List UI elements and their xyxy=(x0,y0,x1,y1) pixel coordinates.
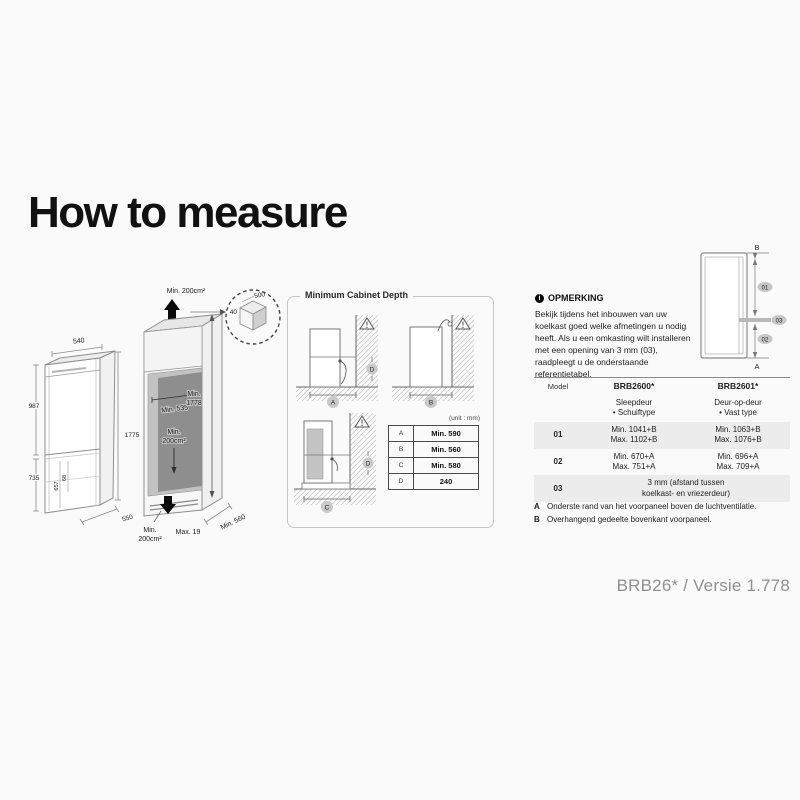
row-01-brb2600: Min. 1041+B Max. 1102+B xyxy=(582,422,686,449)
table-row xyxy=(389,442,479,458)
mark-d-label: D xyxy=(369,367,375,374)
mark-d-label: D xyxy=(365,461,371,468)
depth-value: Min. 560 xyxy=(414,442,479,458)
row-02-brb2600: Min. 670+A Max. 751+A xyxy=(612,451,656,471)
mark-01-label: 01 xyxy=(761,285,769,292)
dim-depth: Min. 560 xyxy=(219,513,247,532)
dim-bottom-depth: 550 xyxy=(121,513,134,524)
cabinet-depth-table xyxy=(388,425,479,490)
reference-table-wrap xyxy=(534,377,790,502)
col-brb2601: BRB2601* xyxy=(717,381,759,391)
depth-key: D xyxy=(389,474,414,490)
footnote-a: A Onderste rand van het voorpaneel boven de luchtventilatie. xyxy=(534,502,757,511)
dim-min-height-1: Min. xyxy=(187,391,201,398)
power-cord xyxy=(340,361,346,384)
row-key: 03 xyxy=(534,475,582,502)
row-key: 01 xyxy=(534,422,582,449)
row-01-brb2601: Min. 1063+B Max. 1076+B xyxy=(686,422,790,449)
table-header-row xyxy=(534,378,790,396)
power-cord xyxy=(332,459,337,471)
table-row-01 xyxy=(534,422,790,449)
cabinet-depth-diagram-c xyxy=(292,409,384,513)
dim-top-vent: Min. 200cm² xyxy=(166,288,206,295)
note-body: Bekijk tijdens het inbouwen van uw koelkast goed welke afmetingen u nodig heeft. Als u een omkasting wilt installeren met een opening van 3 mm (03), raadpleegt u de onderstaande referentietabel. xyxy=(535,309,691,380)
detail-dim-depth: 40 xyxy=(229,309,237,316)
subtype-brb2601: Deur-op-deur • Vast type xyxy=(714,398,762,418)
panel-title: Minimum Cabinet Depth xyxy=(300,290,413,300)
table-row xyxy=(389,458,479,474)
airflow-up-arrow xyxy=(164,299,180,320)
side-view-diagram xyxy=(695,243,800,378)
dim-lower-height: 735 xyxy=(28,475,40,482)
dim-inner-b: 68 xyxy=(62,474,68,482)
table-row-03 xyxy=(534,475,790,502)
dim-bottom-vent-2: 200cm² xyxy=(138,536,162,543)
table-row xyxy=(389,426,479,442)
mark-a-label: A xyxy=(330,399,336,407)
cabinet-depth-diagram-a xyxy=(294,309,386,409)
dim-upper-height: 987 xyxy=(28,403,40,410)
note-heading: OPMERKING xyxy=(548,293,604,303)
row-03-span: 3 mm (afstand tussen koelkast- en vriezerdeur) xyxy=(582,475,790,502)
vent-detail-callout xyxy=(190,286,286,350)
col-brb2600: BRB2600* xyxy=(613,381,655,391)
subtype-brb2600: Sleepdeur • Schuiftype xyxy=(612,398,656,418)
subtype-spacer xyxy=(534,395,582,422)
wall-outlet xyxy=(448,322,452,326)
dim-total-height: 1775 xyxy=(124,432,140,439)
note-block xyxy=(535,293,695,380)
mark-03-label: 03 xyxy=(775,318,783,325)
dim-mid-vent-1: Min. xyxy=(167,429,181,436)
mark-b-label: B xyxy=(754,243,760,252)
reference-table xyxy=(534,377,790,502)
gap-bar xyxy=(739,318,771,322)
depth-key: C xyxy=(389,458,414,474)
dim-inner-a: 657 xyxy=(54,481,60,491)
table-row-02 xyxy=(534,449,790,476)
mark-02-label: 02 xyxy=(761,337,769,344)
mark-a-label: A xyxy=(754,362,760,371)
model-version-label: BRB26* / Versie 1.778 xyxy=(616,576,790,595)
subtype-row xyxy=(534,395,790,422)
unit-label: (unit : mm) xyxy=(448,415,480,422)
dim-mid-vent-2: 200cm² xyxy=(162,438,186,445)
depth-value: Min. 580 xyxy=(414,458,479,474)
cabinet-depth-diagram-b xyxy=(390,309,482,409)
table-row xyxy=(389,474,479,490)
fridge-body xyxy=(307,429,323,479)
depth-key: B xyxy=(389,442,414,458)
mark-c-label: C xyxy=(324,504,330,512)
minimum-cabinet-depth-panel xyxy=(287,290,494,528)
depth-key: A xyxy=(389,426,414,442)
footnote-b: B Overhangend gedeelte bovenkant voorpaneel. xyxy=(534,515,712,524)
info-icon: i xyxy=(535,294,544,303)
depth-value: 240 xyxy=(414,474,479,490)
col-model: Model xyxy=(547,381,569,391)
row-02-brb2601: Min. 696+A Max. 709+A xyxy=(716,451,760,471)
mark-b-label: B xyxy=(428,399,434,407)
dim-min-height-2: 1778 xyxy=(186,400,202,407)
footnotes xyxy=(534,502,792,528)
note-header xyxy=(535,293,695,303)
detail-dim-width: 500 xyxy=(253,291,266,300)
dim-bottom-vent-1: Min. xyxy=(143,527,157,534)
row-key: 02 xyxy=(553,456,563,466)
page-title: How to measure xyxy=(28,188,347,237)
depth-value: Min. 590 xyxy=(414,426,479,442)
dim-inner-depth: Min. 535 xyxy=(161,404,189,415)
dim-top-width: 540 xyxy=(72,337,86,346)
dim-plinth: Max. 19 xyxy=(175,529,201,536)
